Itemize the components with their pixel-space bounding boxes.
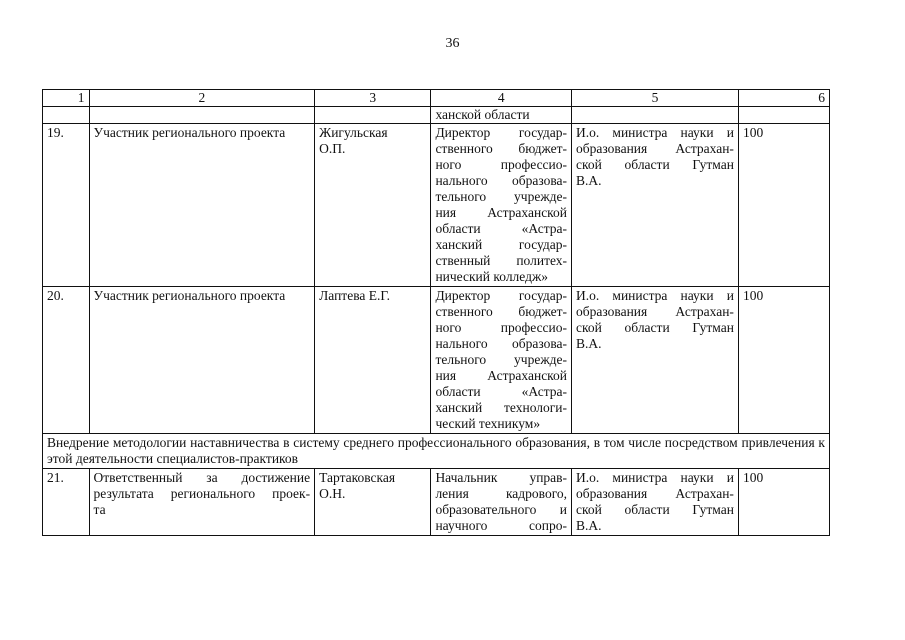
empty-cell xyxy=(572,107,739,124)
supervisor-line: В.А. xyxy=(576,336,602,351)
position-line: тельного учрежде- xyxy=(435,189,568,204)
position-line: нального образова- xyxy=(435,173,568,188)
table-row xyxy=(43,469,830,536)
responsibility-table xyxy=(42,89,830,536)
supervisor-line: ской области Гутман xyxy=(576,320,734,335)
position-line: ственный политех- xyxy=(435,253,568,268)
role-line: Ответственный за достижение xyxy=(93,470,311,485)
row-number: 21. xyxy=(43,469,90,536)
supervisor-line: ской области Гутман xyxy=(576,502,734,517)
position-line: нального образова- xyxy=(435,336,568,351)
position-line: тельного учрежде- xyxy=(435,352,568,367)
row-number: 20. xyxy=(43,287,90,434)
header-col-2: 2 xyxy=(89,90,315,107)
position-line: ления кадрового, xyxy=(435,486,568,501)
supervisor-line: В.А. xyxy=(576,173,602,188)
header-col-5: 5 xyxy=(572,90,739,107)
name-line: Тартаковская xyxy=(319,470,396,485)
position-line: области «Астра- xyxy=(435,384,568,399)
position-line: ческий техникум» xyxy=(435,416,541,431)
row-number: 19. xyxy=(43,124,90,287)
position-line: нический колледж» xyxy=(435,269,549,284)
row-position xyxy=(431,287,572,434)
empty-cell xyxy=(43,107,90,124)
position-line: ханский государ- xyxy=(435,237,568,252)
position-line: области «Астра- xyxy=(435,221,568,236)
supervisor-line: И.о. министра науки и xyxy=(576,288,734,303)
continuation-row xyxy=(43,107,830,124)
empty-cell xyxy=(315,107,431,124)
position-line: ственного бюджет- xyxy=(435,141,568,156)
supervisor-line: ской области Гутман xyxy=(576,157,734,172)
row-name xyxy=(315,469,431,536)
supervisor-line: образования Астрахан- xyxy=(576,141,734,156)
row-share: 100 xyxy=(738,469,829,536)
page-number: 36 xyxy=(445,36,460,51)
row-role: Участник регионального проекта xyxy=(89,124,315,287)
row-role: Участник регионального проекта xyxy=(89,287,315,434)
supervisor-line: образования Астрахан- xyxy=(576,304,734,319)
row-position xyxy=(431,124,572,287)
name-line: О.Н. xyxy=(319,486,346,501)
position-line: Директор государ- xyxy=(435,288,568,303)
name-line: Лаптева Е.Г. xyxy=(319,288,391,303)
row-share: 100 xyxy=(738,124,829,287)
position-line: Директор государ- xyxy=(435,125,568,140)
role-line: результата регионального проек- xyxy=(93,486,311,501)
empty-cell xyxy=(738,107,829,124)
row-position xyxy=(431,469,572,536)
position-line: научного сопро- xyxy=(435,518,568,533)
section-row xyxy=(43,434,830,469)
position-line: ния Астраханской xyxy=(435,368,568,383)
table-row xyxy=(43,124,830,287)
position-line: ного профессио- xyxy=(435,157,568,172)
role-line: та xyxy=(93,502,106,517)
row-name xyxy=(315,287,431,434)
supervisor-line: В.А. xyxy=(576,518,602,533)
header-col-4: 4 xyxy=(431,90,572,107)
header-col-1: 1 xyxy=(43,90,90,107)
continuation-text: ханской области xyxy=(431,107,572,124)
supervisor-line: И.о. министра науки и xyxy=(576,125,734,140)
header-col-3: 3 xyxy=(315,90,431,107)
supervisor-line: И.о. министра науки и xyxy=(576,470,734,485)
position-line: ственного бюджет- xyxy=(435,304,568,319)
row-share: 100 xyxy=(738,287,829,434)
section-title: Внедрение методологии наставничества в систему среднего профессионального образования, в том числе посредством привлечения к этой деятельности специалистов-практиков xyxy=(43,434,830,469)
position-line: Начальник управ- xyxy=(435,470,568,485)
supervisor-line: образования Астрахан- xyxy=(576,486,734,501)
row-supervisor xyxy=(572,124,739,287)
row-supervisor xyxy=(572,469,739,536)
header-col-6: 6 xyxy=(738,90,829,107)
table-row xyxy=(43,287,830,434)
row-supervisor xyxy=(572,287,739,434)
row-name xyxy=(315,124,431,287)
empty-cell xyxy=(89,107,315,124)
position-line: ного профессио- xyxy=(435,320,568,335)
name-line: О.П. xyxy=(319,141,346,156)
row-role xyxy=(89,469,315,536)
position-line: ния Астраханской xyxy=(435,205,568,220)
name-line: Жигульская xyxy=(319,125,388,140)
position-line: ханский технологи- xyxy=(435,400,568,415)
table-header-row xyxy=(43,90,830,107)
position-line: образовательного и xyxy=(435,502,568,517)
